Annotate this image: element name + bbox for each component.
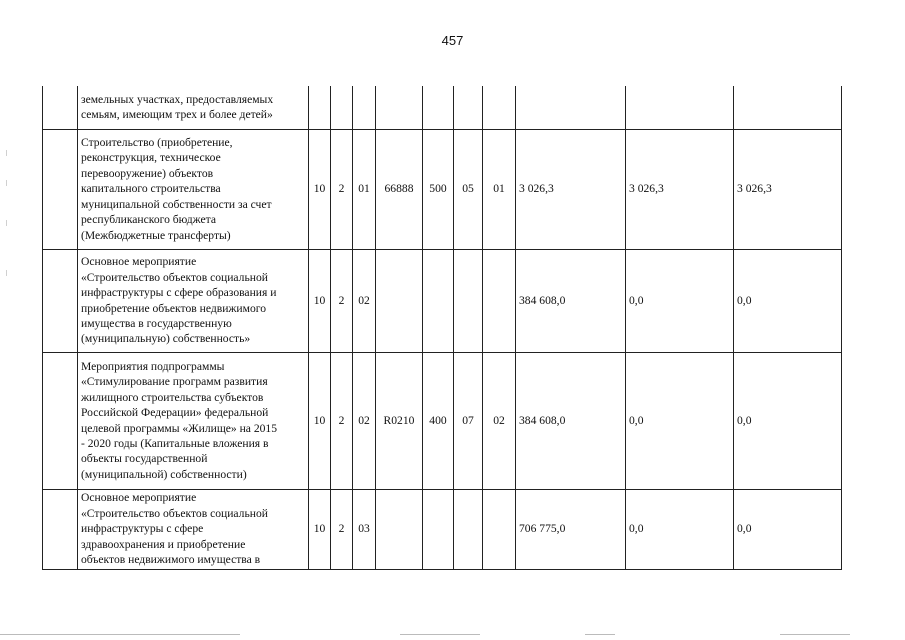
name-line: целевой программы «Жилище» на 2015 [81, 421, 278, 435]
code-cell [483, 489, 516, 569]
code-cell [423, 86, 454, 129]
code-cell [423, 249, 454, 352]
name-line: (муниципальной) собственности) [81, 467, 247, 481]
name-line: здравоохранения и приобретение [81, 537, 246, 551]
code-cell: 2 [331, 249, 353, 352]
amount-cell: 3 026,3 [626, 129, 734, 249]
code-cell [423, 489, 454, 569]
code-cell: 05 [454, 129, 483, 249]
amount-cell: 0,0 [626, 249, 734, 352]
table-row [43, 489, 842, 569]
name-line: реконструкция, техническое [81, 151, 221, 165]
amount-cell: 3 026,3 [516, 129, 626, 249]
code-cell: 2 [331, 352, 353, 489]
code-cell: 10 [309, 249, 331, 352]
code-cell [454, 249, 483, 352]
name-line: перевооружение) объектов [81, 166, 214, 180]
amount-cell: 0,0 [734, 249, 842, 352]
code-cell [331, 86, 353, 129]
name-line: республиканского бюджета [81, 213, 217, 227]
code-cell [376, 86, 423, 129]
amount-cell: 384 608,0 [516, 352, 626, 489]
code-cell [454, 86, 483, 129]
code-cell: 10 [309, 489, 331, 569]
scan-mark [6, 270, 7, 276]
name-line: жилищного строительства субъектов [81, 390, 264, 404]
row-name-cell [78, 352, 309, 489]
row-marker-cell [43, 352, 78, 489]
row-marker-cell [43, 489, 78, 569]
code-cell: 2 [331, 489, 353, 569]
amount-cell: 0,0 [626, 352, 734, 489]
page-number: 457 [441, 33, 464, 48]
scan-dash [780, 634, 850, 635]
table-row [43, 249, 842, 352]
table-row [43, 352, 842, 489]
code-cell [376, 249, 423, 352]
code-cell: 66888 [376, 129, 423, 249]
name-line: «Строительство объектов социальной [81, 270, 268, 284]
scan-margin-marks [6, 150, 8, 290]
name-line: «Стимулирование программ развития [81, 375, 268, 389]
amount-cell: 0,0 [734, 352, 842, 489]
name-line: (муниципальную) собственность» [81, 332, 251, 346]
name-line: «Строительство объектов социальной [81, 506, 268, 520]
amount-cell: 0,0 [734, 489, 842, 569]
amount-cell: 384 608,0 [516, 249, 626, 352]
name-line: Мероприятия подпрограммы [81, 359, 225, 373]
row-marker-cell [43, 129, 78, 249]
code-cell [309, 86, 331, 129]
code-cell: 500 [423, 129, 454, 249]
amount-cell [626, 86, 734, 129]
code-cell: 02 [353, 352, 376, 489]
row-marker-cell [43, 86, 78, 129]
name-line: Российской Федерации» федеральной [81, 406, 269, 420]
code-cell [483, 86, 516, 129]
row-name-cell [78, 86, 309, 129]
name-line: приобретение объектов недвижимого [81, 301, 267, 315]
code-cell: 02 [353, 249, 376, 352]
name-line: Основное мероприятие [81, 491, 197, 505]
table-row [43, 129, 842, 249]
name-line: - 2020 годы (Капитальные вложения в [81, 436, 269, 450]
row-name-cell [78, 129, 309, 249]
code-cell: 10 [309, 129, 331, 249]
amount-cell [516, 86, 626, 129]
amount-cell [734, 86, 842, 129]
code-cell [483, 249, 516, 352]
name-line: объекты государственной [81, 452, 208, 466]
scan-bottom-marks [0, 632, 905, 640]
row-name-cell [78, 249, 309, 352]
name-line: земельных участках, предоставляемых [81, 92, 274, 106]
code-cell: 400 [423, 352, 454, 489]
scan-mark [6, 150, 7, 156]
scan-mark [6, 180, 7, 186]
code-cell: 10 [309, 352, 331, 489]
name-line: инфраструктуры с сфере [81, 522, 204, 536]
amount-cell: 3 026,3 [734, 129, 842, 249]
name-line: имущества в государственную [81, 316, 232, 330]
code-cell: R0210 [376, 352, 423, 489]
scan-dash [585, 634, 615, 635]
scan-mark [6, 220, 7, 226]
name-line: инфраструктуры с сфере образования и [81, 286, 277, 300]
budget-table [42, 86, 842, 570]
code-cell: 03 [353, 489, 376, 569]
code-cell: 02 [483, 352, 516, 489]
amount-cell: 0,0 [626, 489, 734, 569]
code-cell [353, 86, 376, 129]
table-row [43, 86, 842, 129]
row-name-cell [78, 489, 309, 569]
amount-cell: 706 775,0 [516, 489, 626, 569]
code-cell: 01 [483, 129, 516, 249]
row-marker-cell [43, 249, 78, 352]
scan-dash [0, 634, 240, 635]
code-cell [454, 489, 483, 569]
scan-dash [400, 634, 480, 635]
code-cell: 2 [331, 129, 353, 249]
name-line: муниципальной собственности за счет [81, 197, 272, 211]
code-cell [376, 489, 423, 569]
name-line: (Межбюджетные трансферты) [81, 228, 231, 242]
name-line: Основное мероприятие [81, 255, 197, 269]
code-cell: 01 [353, 129, 376, 249]
name-line: объектов недвижимого имущества в [81, 553, 261, 567]
name-line: Строительство (приобретение, [81, 136, 233, 150]
name-line: капитального строительства [81, 182, 221, 196]
code-cell: 07 [454, 352, 483, 489]
name-line: семьям, имеющим трех и более детей» [81, 108, 273, 122]
